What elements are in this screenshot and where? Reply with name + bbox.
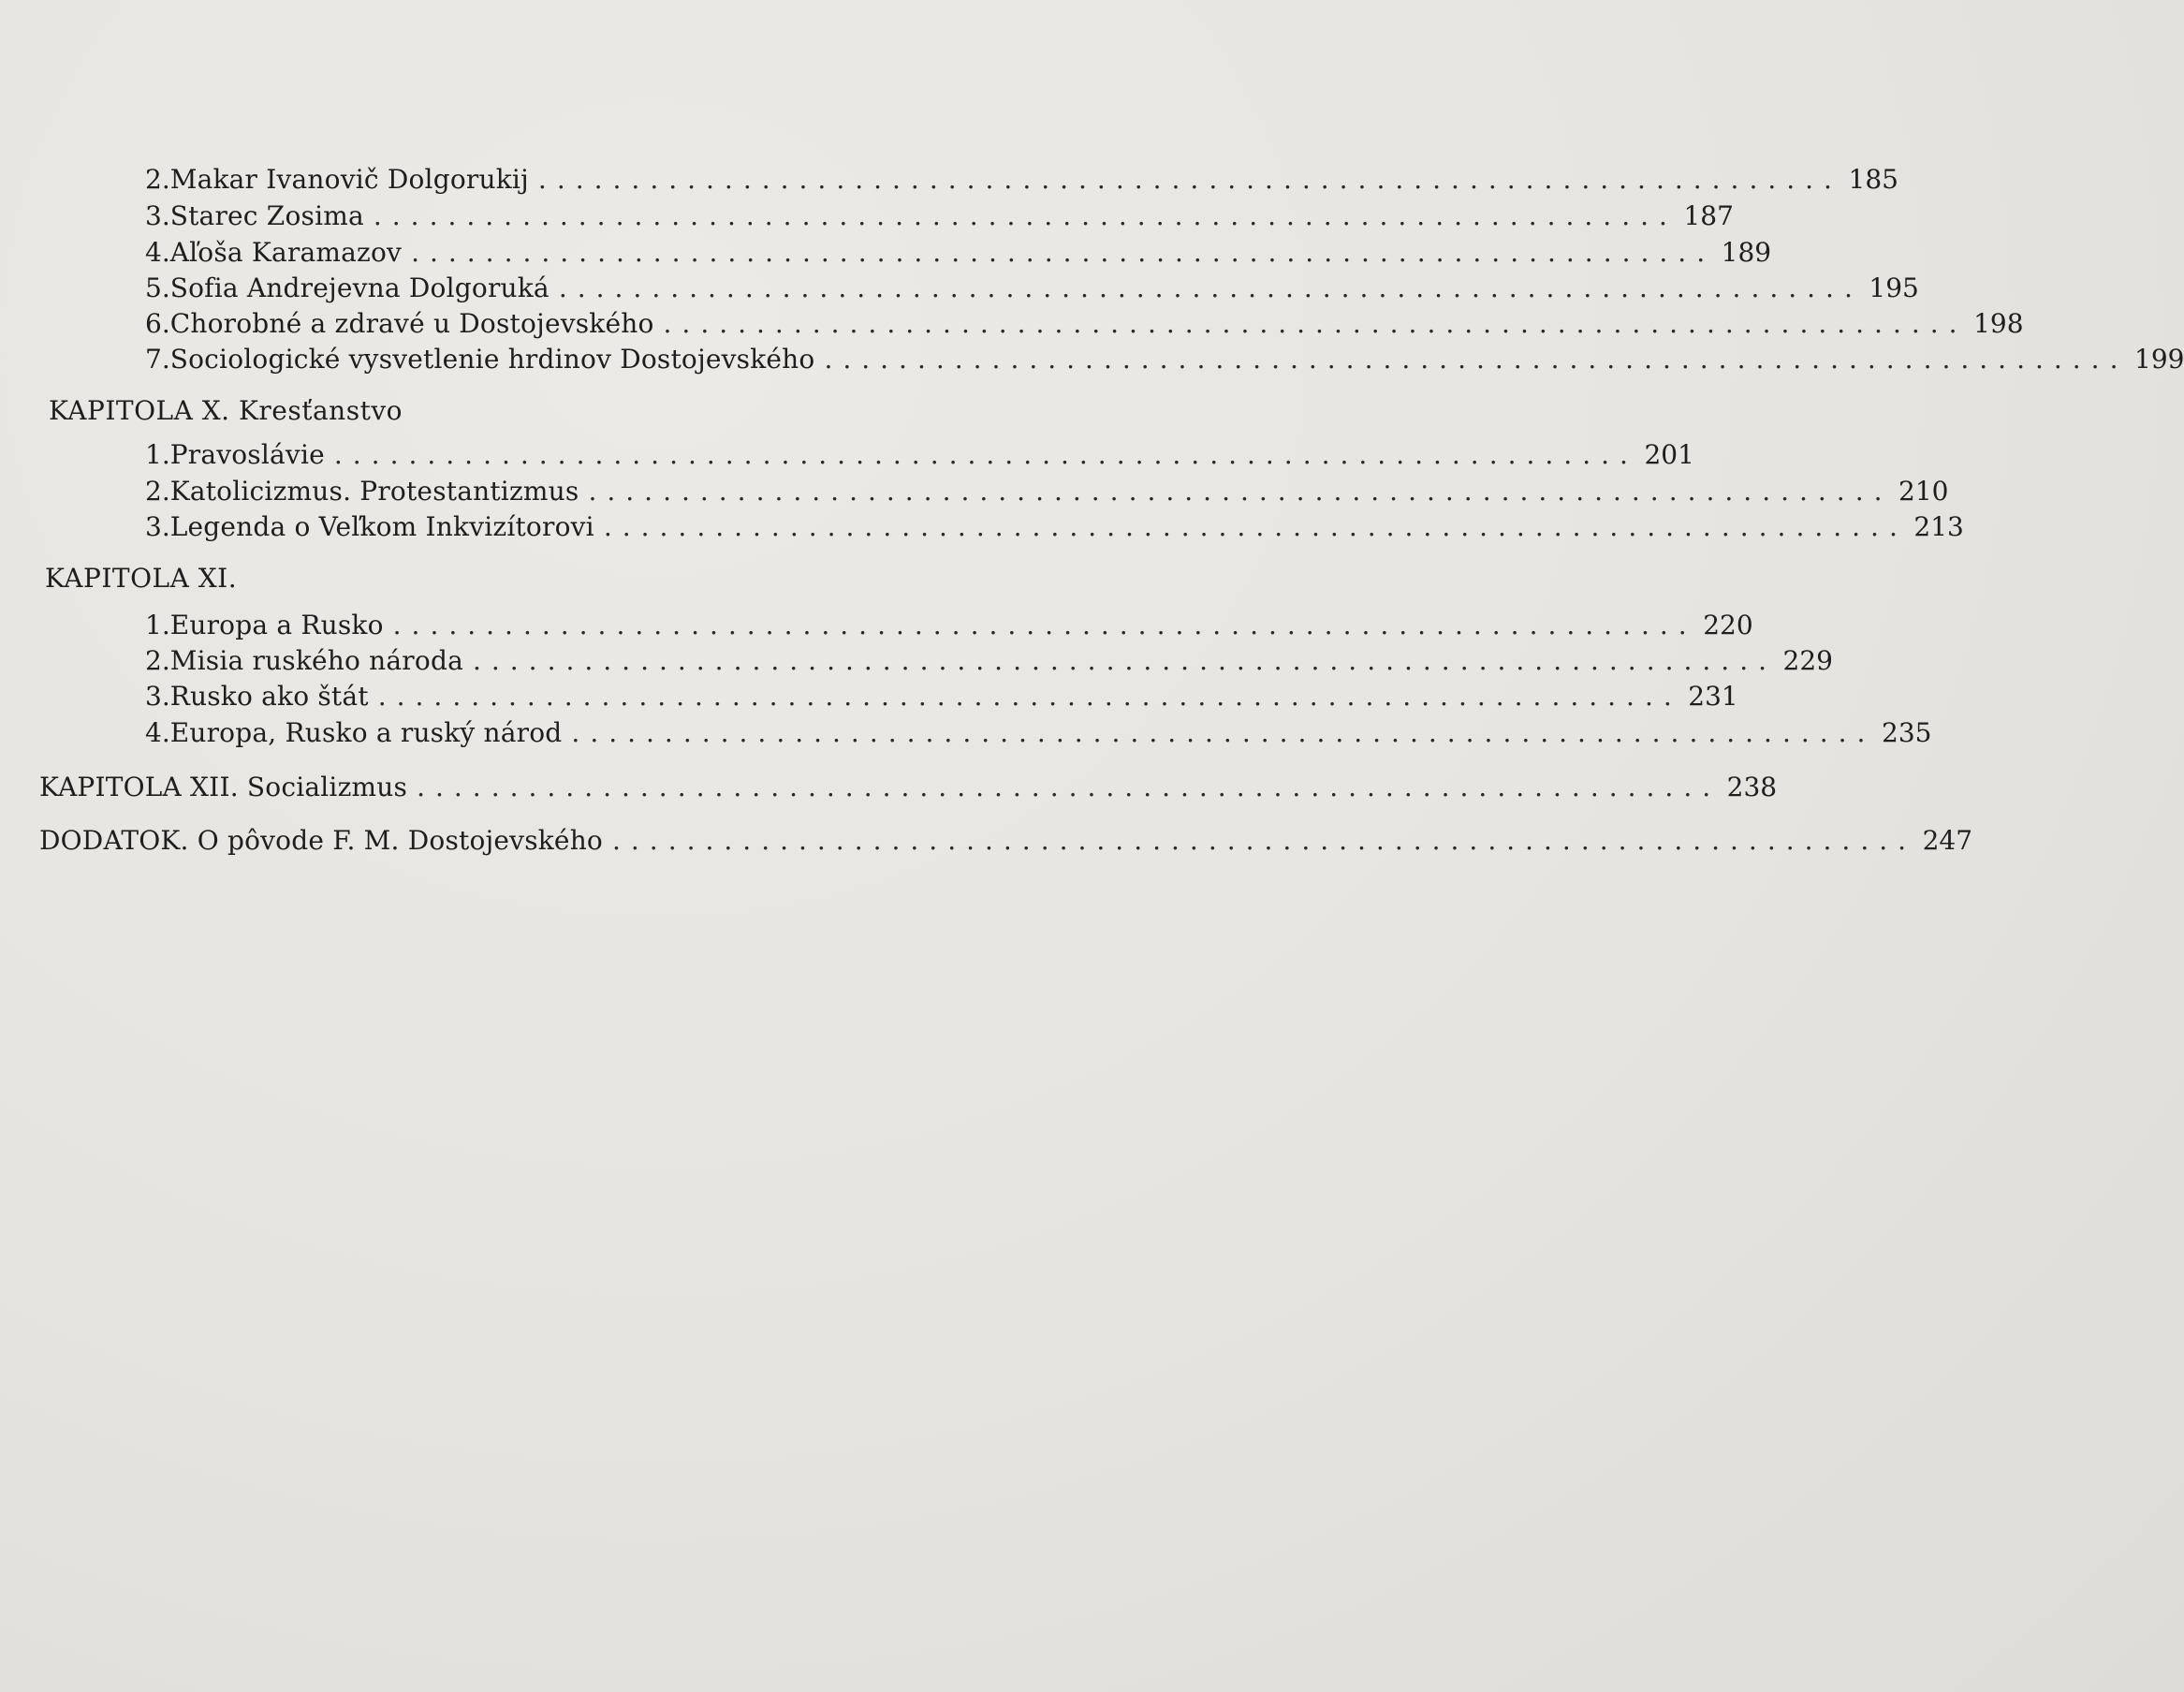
toc-entry: [145, 272, 1919, 305]
entry-page: 213: [1913, 511, 1964, 542]
toc-entry: [145, 236, 1772, 270]
dot-leader: ......................................................................: [472, 645, 1777, 676]
toc-entry: [145, 199, 1734, 233]
chapter-heading: KAPITOLA X. Kresťanstvo: [49, 395, 403, 426]
entry-title: Starec Zosima: [169, 200, 364, 231]
dot-leader: ......................................................................: [411, 237, 1716, 268]
entry-number: 1.: [145, 610, 170, 640]
toc-entry: [145, 680, 1738, 714]
entry-page: 199: [2134, 344, 2184, 375]
entry-title: KAPITOLA XII. Socializmus: [39, 772, 408, 802]
entry-page: 220: [1703, 610, 1753, 640]
chapter-heading: KAPITOLA XI.: [45, 563, 238, 594]
toc-entry: [145, 510, 1964, 544]
dot-leader: ......................................................................: [377, 681, 1682, 712]
dot-leader: ......................................................................: [571, 717, 1876, 748]
entry-title: Misia ruského národa: [169, 645, 463, 676]
dot-leader: ......................................................................: [417, 772, 1722, 802]
entry-page: 189: [1721, 237, 1772, 268]
dot-leader: ......................................................................: [663, 308, 1968, 339]
entry-title: Makar Ivanovič Dolgorukij: [169, 164, 529, 195]
entry-number: 6.: [145, 308, 170, 339]
entry-title: Europa a Rusko: [169, 610, 384, 640]
entry-page: 185: [1848, 164, 1898, 195]
dot-leader: ......................................................................: [603, 511, 1908, 542]
toc-entry: [145, 609, 1753, 642]
entry-number: 7.: [145, 344, 170, 375]
dot-leader: ......................................................................: [373, 200, 1678, 231]
entry-title: Europa, Rusko a ruský národ: [169, 717, 563, 748]
entry-number: 4.: [145, 237, 170, 268]
dot-leader: ......................................................................: [612, 825, 1917, 856]
entry-title: Aľoša Karamazov: [169, 237, 403, 268]
toc-entry: [145, 307, 2024, 341]
toc-entry: [145, 475, 1949, 508]
toc-appendix-entry: [39, 824, 1973, 858]
entry-page: 231: [1688, 681, 1738, 712]
entry-number: 1.: [145, 439, 170, 470]
entry-page: 195: [1869, 272, 1919, 303]
entry-title: Katolicizmus. Protestantizmus: [169, 476, 579, 507]
dot-leader: ......................................................................: [537, 164, 1842, 195]
entry-number: 2.: [145, 164, 170, 195]
entry-number: 5.: [145, 272, 170, 303]
entry-title: DODATOK. O pôvode F. M. Dostojevského: [39, 825, 603, 856]
toc-entry: [145, 438, 1694, 472]
entry-title: Sociologické vysvetlenie hrdinov Dostojevského: [169, 344, 815, 375]
entry-title: Chorobné a zdravé u Dostojevského: [169, 308, 654, 339]
entry-number: 3.: [145, 200, 170, 231]
dot-leader: ......................................................................: [824, 344, 2129, 375]
entry-page: 201: [1644, 439, 1694, 470]
dot-leader: ......................................................................: [588, 476, 1893, 507]
entry-page: 187: [1683, 200, 1734, 231]
entry-title: Pravoslávie: [169, 439, 325, 470]
toc-chapter-entry: [39, 771, 1778, 804]
entry-page: 247: [1922, 825, 1973, 856]
entry-number: 3.: [145, 681, 170, 712]
dot-leader: ......................................................................: [558, 272, 1863, 303]
entry-number: 2.: [145, 645, 170, 676]
entry-title: Legenda o Veľkom Inkvizítorovi: [169, 511, 594, 542]
dot-leader: ......................................................................: [392, 610, 1697, 640]
entry-number: 4.: [145, 717, 170, 748]
entry-title: Sofia Andrejevna Dolgoruká: [169, 272, 550, 303]
toc-entry: [145, 163, 1898, 197]
entry-page: 210: [1898, 476, 1949, 507]
entry-number: 3.: [145, 511, 170, 542]
entry-title: Rusko ako štát: [169, 681, 369, 712]
entry-number: 2.: [145, 476, 170, 507]
entry-page: 229: [1782, 645, 1833, 676]
entry-page: 235: [1882, 717, 1932, 748]
entry-page: 238: [1726, 772, 1778, 802]
toc-entry: [145, 644, 1833, 678]
dot-leader: ......................................................................: [333, 439, 1638, 470]
toc-entry: [145, 716, 1932, 750]
entry-page: 198: [1973, 308, 2024, 339]
toc-entry: [145, 343, 2184, 376]
